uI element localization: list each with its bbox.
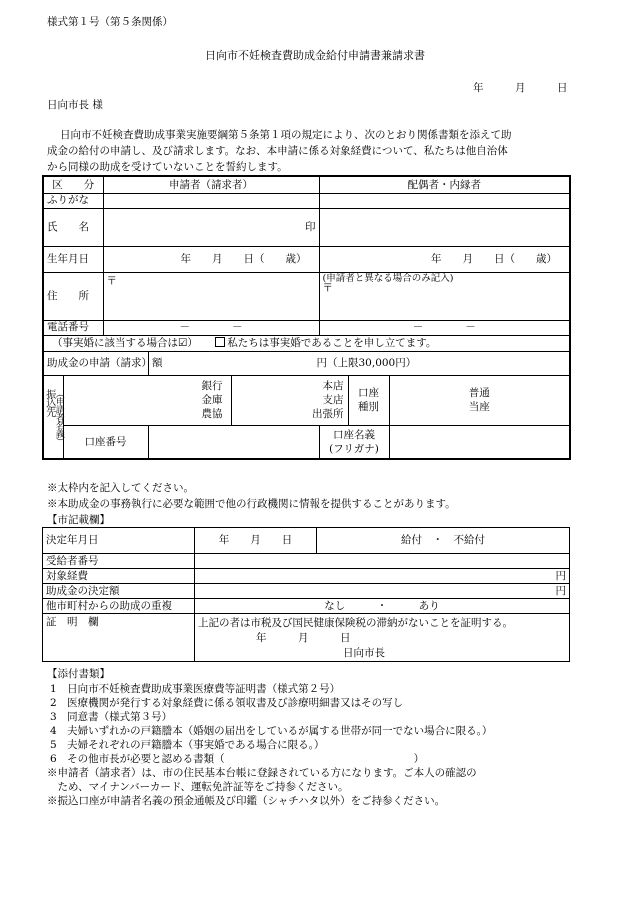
addressee: 日向市長 様: [47, 99, 103, 111]
account-type-label: [348, 375, 389, 425]
account-type-field[interactable]: [389, 375, 570, 425]
certificate-text: 上記の者は市税及び国民健康保険税の滞納がないことを証明する。: [198, 617, 513, 629]
spouse-header: 配偶者・内縁者: [319, 176, 570, 193]
attachment-item: 5 夫婦それぞれの戸籍謄本（事実婚である場合に限る。）: [50, 739, 325, 751]
subsidy-amount-field[interactable]: 円（上限30,000円）: [148, 351, 570, 375]
name-label: 氏 名: [43, 208, 103, 246]
decision-result: 給付 ・ 不給付: [317, 528, 570, 554]
transfer-label: [43, 375, 63, 459]
applicant-furigana-field[interactable]: [103, 193, 319, 208]
applicant-header: 申請者（請求者）: [103, 176, 319, 193]
attachment-item: 6 その他市長が必要と認める書類（ ）: [50, 753, 425, 765]
spouse-address-field[interactable]: [319, 272, 570, 320]
decided-amount-field: 円: [195, 584, 570, 599]
form-number: 様式第１号（第５条関係）: [47, 16, 173, 28]
footer-note-3: ※振込口座が申請者名義の預金通帳及び印鑑（シャチハタ以外）をご持参ください。: [47, 795, 446, 807]
intro-line-3: から同様の助成を受けていないことを誓約します。: [47, 161, 288, 173]
note-fill-bold-frame: ※太枠内を記入してください。: [47, 482, 194, 494]
spouse-phone-field[interactable]: － －: [319, 320, 570, 335]
account-number-label: 口座番号: [63, 425, 148, 459]
account-holder-field[interactable]: [389, 425, 570, 459]
account-type-label-text: 口座種別: [358, 387, 380, 413]
spouse-name-field[interactable]: [319, 208, 570, 246]
duplicate-label: 他市町村からの助成の重複: [43, 599, 195, 614]
decision-date-field: 年 月 日: [195, 528, 317, 554]
address-label: 住 所: [43, 272, 103, 320]
applicant-name-field[interactable]: [103, 208, 319, 246]
certificate-label: 証 明 欄: [43, 614, 195, 662]
account-holder-label: [319, 425, 389, 459]
bank-type: 銀行: [201, 380, 223, 392]
attachment-item: 4 夫婦いずれかの戸籍謄本（婚姻の届出をしているが属する世帯が同一でない場合に限る。）: [50, 725, 493, 737]
de-facto-row: [43, 335, 570, 351]
branch-type: 本店: [322, 380, 344, 392]
branch-type: 出張所: [312, 408, 344, 420]
de-facto-declaration: 私たちは事実婚であることを申し立てます。: [227, 336, 437, 349]
applicant-address-field[interactable]: [103, 272, 319, 320]
target-cost-label: 対象経費: [43, 569, 195, 584]
intro-line-1: 日向市不妊検査費助成事業実施要綱第５条第１項の規定により、次のとおり関係書類を添えて助: [60, 129, 512, 141]
transfer-label-main: 振込先: [43, 388, 55, 416]
certificate-signer: 日向市長: [343, 647, 385, 659]
attachments-heading: 【添付書類】: [47, 668, 110, 680]
account-type: 当座: [468, 401, 490, 413]
spouse-address-note: (申請者と異なる場合のみ記入): [322, 272, 454, 284]
phone-label: 電話番号: [43, 320, 103, 335]
attachment-item: 1 日向市不妊検査費助成事業医療費等証明書（様式第２号）: [50, 683, 341, 695]
city-section-heading: 【市記載欄】: [47, 514, 110, 526]
postal-mark: 〒: [322, 282, 334, 294]
city-use-table: [42, 527, 570, 662]
category-header: 区 分: [43, 176, 103, 193]
spouse-furigana-field[interactable]: [319, 193, 570, 208]
account-number-field[interactable]: [148, 425, 319, 459]
applicant-phone-field[interactable]: － －: [103, 320, 319, 335]
account-holder-label-main: 口座名義: [333, 428, 376, 441]
document-title: 日向市不妊検査費助成金給付申請書兼請求書: [205, 49, 425, 62]
spouse-birth-field[interactable]: 年 月 日（ 歳）: [319, 246, 570, 272]
certificate-field: [195, 614, 570, 662]
bank-type: 金庫: [201, 394, 223, 406]
furigana-label: ふりがな: [43, 193, 103, 208]
bank-type: 農協: [201, 408, 223, 420]
seal-mark: 印: [305, 220, 316, 233]
recipient-number-field: [195, 554, 570, 569]
date-line: 年 月 日: [473, 82, 568, 94]
attachment-item: 2 医療機関が発行する対象経費に係る領収書及び診療明細書又はその写し: [50, 697, 404, 709]
footer-note-2: ため、マイナンバーカード、運転免許証等をご持参ください。: [47, 781, 349, 793]
duplicate-options: なし ・ あり: [195, 599, 570, 614]
account-holder-label-sub: (フリガナ): [329, 442, 379, 455]
birth-label: 生年月日: [43, 246, 103, 272]
decided-amount-label: 助成金の決定額: [43, 584, 195, 599]
attachment-item: 3 同意書（様式第３号）: [50, 711, 173, 723]
certificate-date: 年 月 日: [256, 632, 351, 644]
de-facto-checkbox[interactable]: [215, 337, 227, 349]
note-info-sharing: ※本助成金の事務執行に必要な範囲で他の行政機関に情報を提供することがあります。: [47, 498, 456, 510]
postal-mark: 〒: [106, 274, 117, 287]
target-cost-field: 円: [195, 569, 570, 584]
subsidy-label: 助成金の申請（請求）額: [43, 351, 148, 375]
branch-name-field[interactable]: [231, 375, 348, 425]
applicant-birth-field[interactable]: 年 月 日（ 歳）: [103, 246, 319, 272]
transfer-label-sub: （申請者名義）: [53, 388, 64, 445]
application-table: [42, 175, 571, 460]
account-type: 普通: [468, 387, 490, 399]
de-facto-label: （事実婚に該当する場合は☑）: [52, 336, 198, 349]
intro-line-2: 成金の給付の申請し、及び請求します。なお、本申請に係る対象経費について、私たちは他自治体: [47, 145, 508, 157]
recipient-number-label: 受給者番号: [43, 554, 195, 569]
bank-name-field[interactable]: [63, 375, 231, 425]
footer-note-1: ※申請者（請求者）は、市の住民基本台帳に登録されている方になります。ご本人の確認の: [47, 767, 477, 779]
decision-date-label: 決定年月日: [43, 528, 195, 554]
branch-type: 支店: [322, 394, 344, 406]
